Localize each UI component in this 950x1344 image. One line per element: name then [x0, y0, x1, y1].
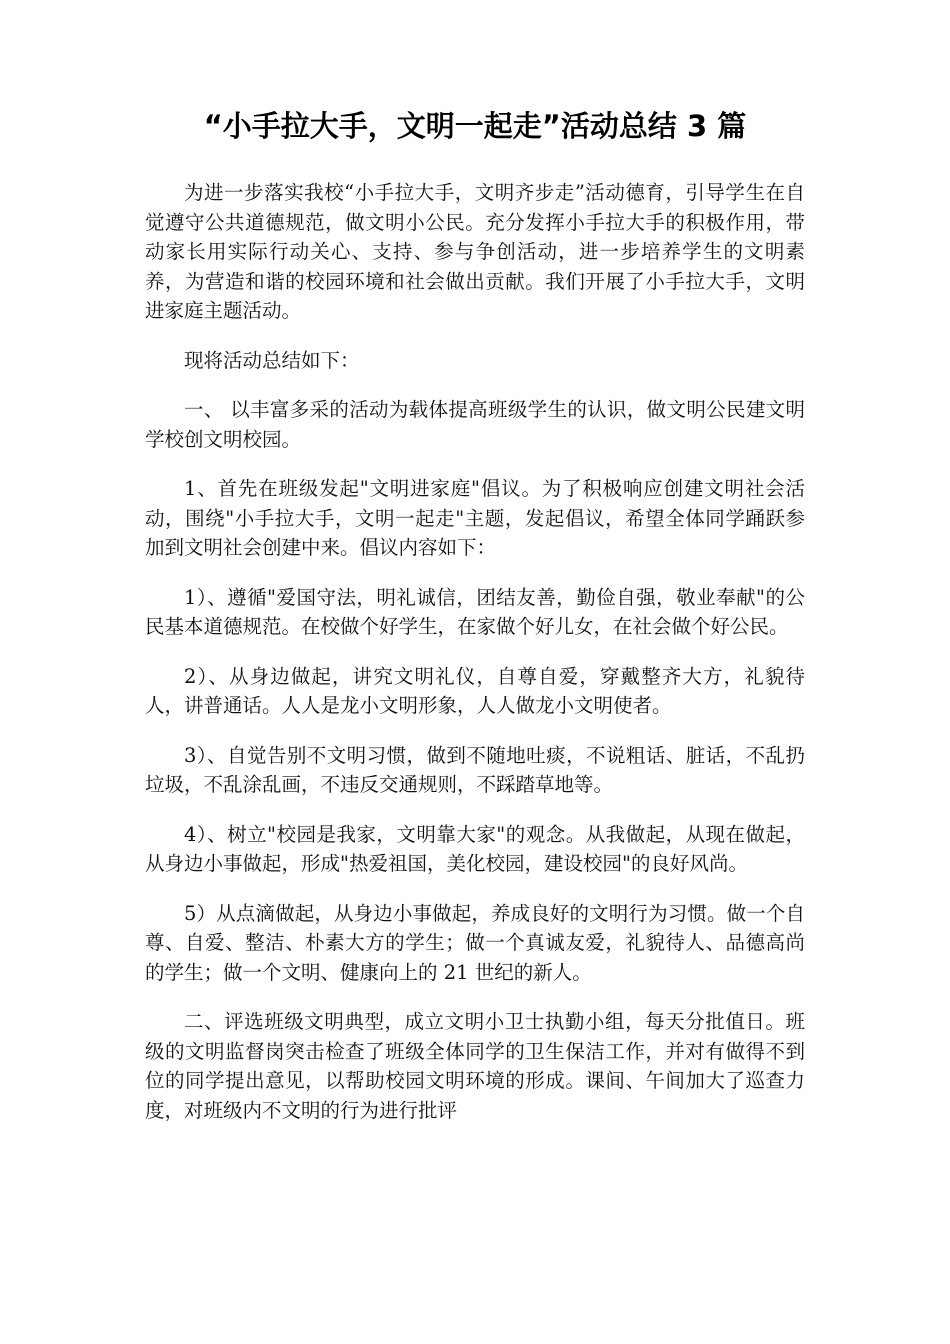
document-title: “小手拉大手，文明一起走”活动总结 3 篇 [203, 109, 747, 143]
paragraph-section-one: 一、 以丰富多采的活动为载体提高班级学生的认识，做文明公民建文明学校创文明校园。 [145, 398, 805, 451]
paragraph-item-1: 1）、遵循"爱国守法，明礼诚信，团结友善，勤俭自强，敬业奉献"的公民基本道德规范。在校做个好学生，在家做个好儿女，在社会做个好公民。 [145, 585, 805, 638]
paragraph-intro: 为进一步落实我校“小手拉大手，文明齐步走”活动德育，引导学生在自觉遵守公共道德规范，做文明小公民。充分发挥小手拉大手的积极作用，带动家长用实际行动关心、支持、参与争创活动，进一步培养学生的文明素养，为营造和谐的校园环境和社会做出贡献。我们开展了小手拉大手，文明进家庭主题活动。 [145, 181, 805, 322]
paragraph-item-2: 2）、从身边做起，讲究文明礼仪，自尊自爱，穿戴整齐大方，礼貌待人，讲普通话。人人是龙小文明形象，人人做龙小文明使者。 [145, 664, 805, 717]
paragraph-item-4: 4）、树立"校园是我家，文明靠大家"的观念。从我做起，从现在做起，从身边小事做起，形成"热爱祖国，美化校园，建设校园"的良好风尚。 [145, 822, 805, 875]
document-body [145, 178, 805, 1145]
paragraph-section-two: 二、评选班级文明典型，成立文明小卫士执勤小组，每天分批值日。班级的文明监督岗突击检查了班级全体同学的卫生保洁工作，并对有做得不到位的同学提出意见，以帮助校园文明环境的形成。课间、午间加大了巡查力度，对班级内不文明的行为进行批评 [145, 1010, 805, 1122]
paragraph-item-3: 3）、自觉告别不文明习惯，做到不随地吐痰，不说粗话、脏话，不乱扔垃圾，不乱涂乱画，不违反交通规则，不踩踏草地等。 [145, 743, 805, 796]
paragraph-summary-lead: 现将活动总结如下： [184, 348, 360, 372]
paragraph-item-5: 5）从点滴做起，从身边小事做起，养成良好的文明行为习惯。做一个自尊、自爱、整洁、朴素大方的学生；做一个真诚友爱，礼貌待人、品德高尚的学生；做一个文明、健康向上的 21 世纪的新人。 [145, 901, 805, 984]
paragraph-initiative: 1、首先在班级发起"文明进家庭"倡议。为了积极响应创建文明社会活动，围绕"小手拉大手，文明一起走"主题，发起倡议，希望全体同学踊跃参加到文明社会创建中来。倡议内容如下： [145, 477, 805, 559]
